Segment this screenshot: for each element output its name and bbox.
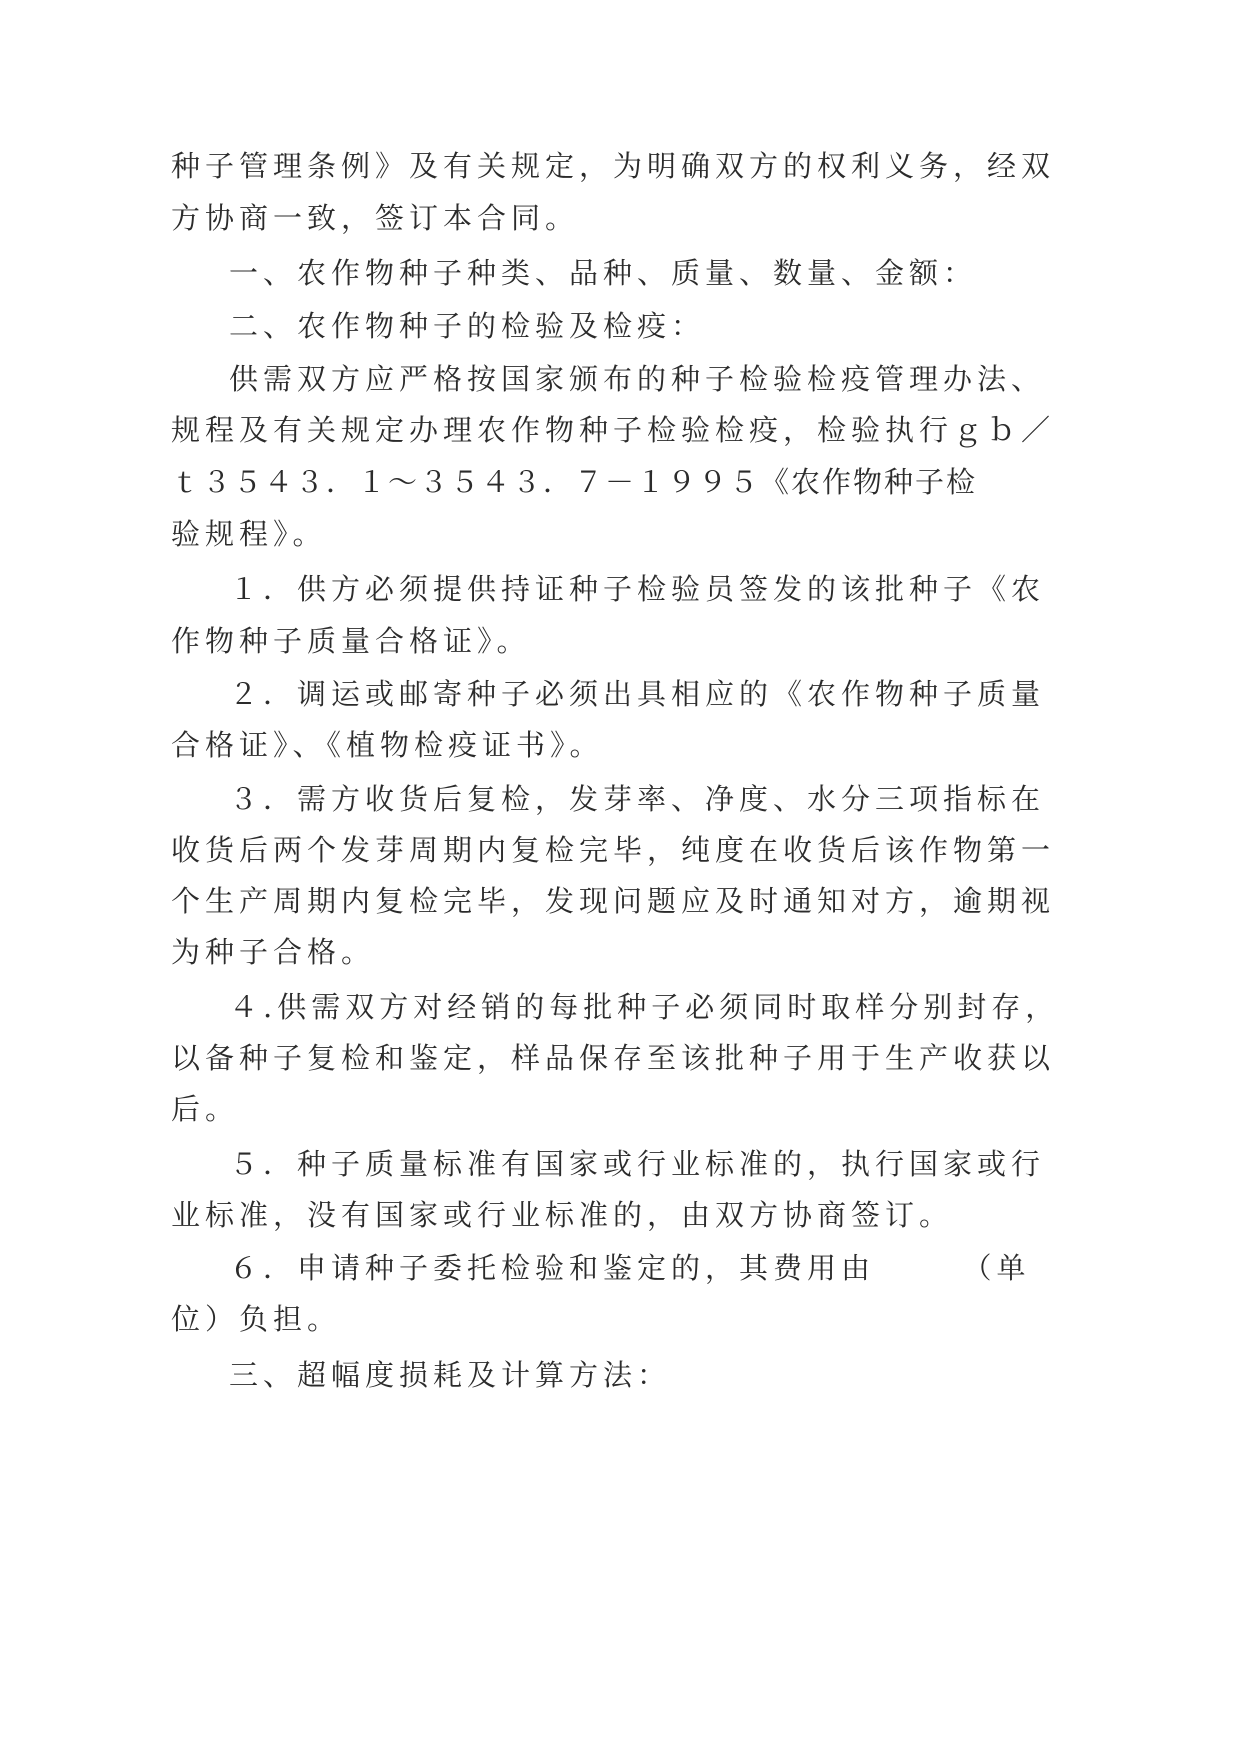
text-line: 种子管理条例》及有关规定，为明确双方的权利义务，经双 (171, 149, 1056, 183)
text-line: 收货后两个发芽周期内复检完毕，纯度在收货后该作物第一 (171, 833, 1056, 867)
text-line: 后。 (171, 1092, 240, 1126)
text-line: 验规程》。 (171, 517, 327, 551)
text-line: 个生产周期内复检完毕，发现问题应及时通知对方，逾期视 (171, 884, 1056, 918)
text-line: 供需双方应严格按国家颁布的种子检验检疫管理办法、 (229, 362, 1046, 396)
text-line: 合格证》、《植物检疫证书》。 (171, 728, 604, 762)
text-line: 位）负担。 (171, 1302, 342, 1336)
list-item: １．供方必须提供持证种子检验员签发的该批种子《农 (229, 572, 1046, 606)
list-item: ６．申请种子委托检验和鉴定的，其费用由 （单 (229, 1251, 1031, 1285)
text-line: 业标准，没有国家或行业标准的，由双方协商签订。 (171, 1198, 954, 1232)
text-line: 为种子合格。 (171, 935, 376, 969)
text-line: 以备种子复检和鉴定，样品保存至该批种子用于生产收获以 (171, 1041, 1056, 1075)
text-line: 方协商一致，签订本合同。 (171, 201, 580, 235)
list-item: ２．调运或邮寄种子必须出具相应的《农作物种子质量 (229, 677, 1046, 711)
text-line: 规程及有关规定办理农作物种子检验检疫，检验执行ｇｂ／ (171, 413, 1056, 447)
section-heading: 三、超幅度损耗及计算方法： (229, 1358, 672, 1392)
section-heading: 一、农作物种子种类、品种、质量、数量、金额： (229, 256, 978, 290)
list-item: ４.供需双方对经销的每批种子必须同时取样分别封存， (229, 990, 1060, 1024)
text-line: 作物种子质量合格证》。 (171, 624, 531, 658)
section-heading: 二、农作物种子的检验及检疫： (229, 309, 706, 343)
text-line: ｔ３５４３．１～３５４３．７－１９９５《农作物种子检 (171, 465, 978, 499)
list-item: ５．种子质量标准有国家或行业标准的，执行国家或行 (229, 1147, 1046, 1181)
list-item: ３．需方收货后复检，发芽率、净度、水分三项指标在 (229, 782, 1046, 816)
